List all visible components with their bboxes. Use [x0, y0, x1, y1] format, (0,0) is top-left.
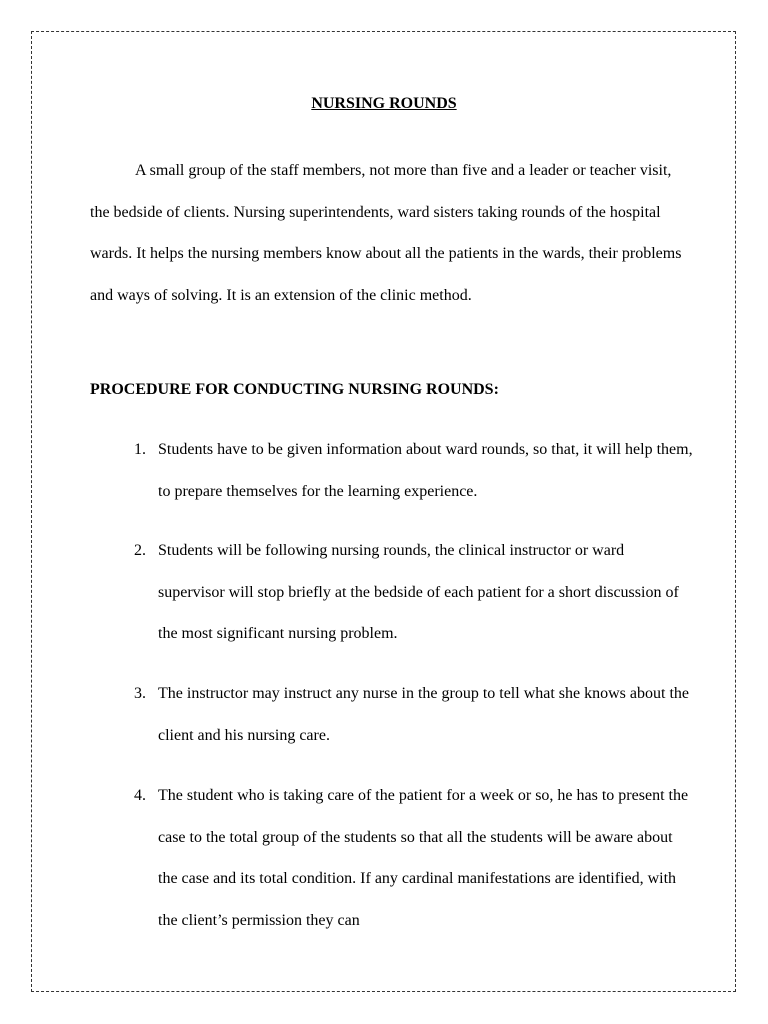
procedure-step-2 — [134, 530, 694, 655]
document-title: NURSING ROUNDS — [311, 95, 457, 112]
procedure-heading: PROCEDURE FOR CONDUCTING NURSING ROUNDS: — [90, 381, 499, 398]
step-number: 4. — [134, 787, 146, 804]
intro-paragraph: A small group of the staff members, not more than five and a leader or teacher visit, the bedside of clients. Nursing superintendents, ward sisters taking rounds of the hospital wards. It helps the nursing members know about all the patients in the wards, their problems and ways of solving. It is an extension of the clinic method. — [90, 162, 682, 304]
procedure-step-4 — [134, 775, 694, 941]
step-text: The student who is taking care of the patient for a week or so, he has to present the case to the total group of the students so that all the students will be aware about the case and its total condition. If any cardinal manifestations are identified, with the client’s permission they can — [158, 787, 689, 929]
procedure-step-3 — [134, 673, 694, 756]
step-number: 1. — [134, 441, 146, 458]
step-text: Students will be following nursing rounds, the clinical instructor or ward supervisor will stop briefly at the bedside of each patient for a short discussion of the most significant nursing problem. — [158, 542, 679, 642]
step-text: Students have to be given information about ward rounds, so that, it will help them, to prepare themselves for the learning experience. — [158, 441, 693, 500]
step-number: 2. — [134, 542, 146, 559]
procedure-step-1 — [134, 429, 694, 512]
step-number: 3. — [134, 685, 146, 702]
step-text: The instructor may instruct any nurse in the group to tell what she knows about the client and his nursing care. — [158, 685, 689, 744]
